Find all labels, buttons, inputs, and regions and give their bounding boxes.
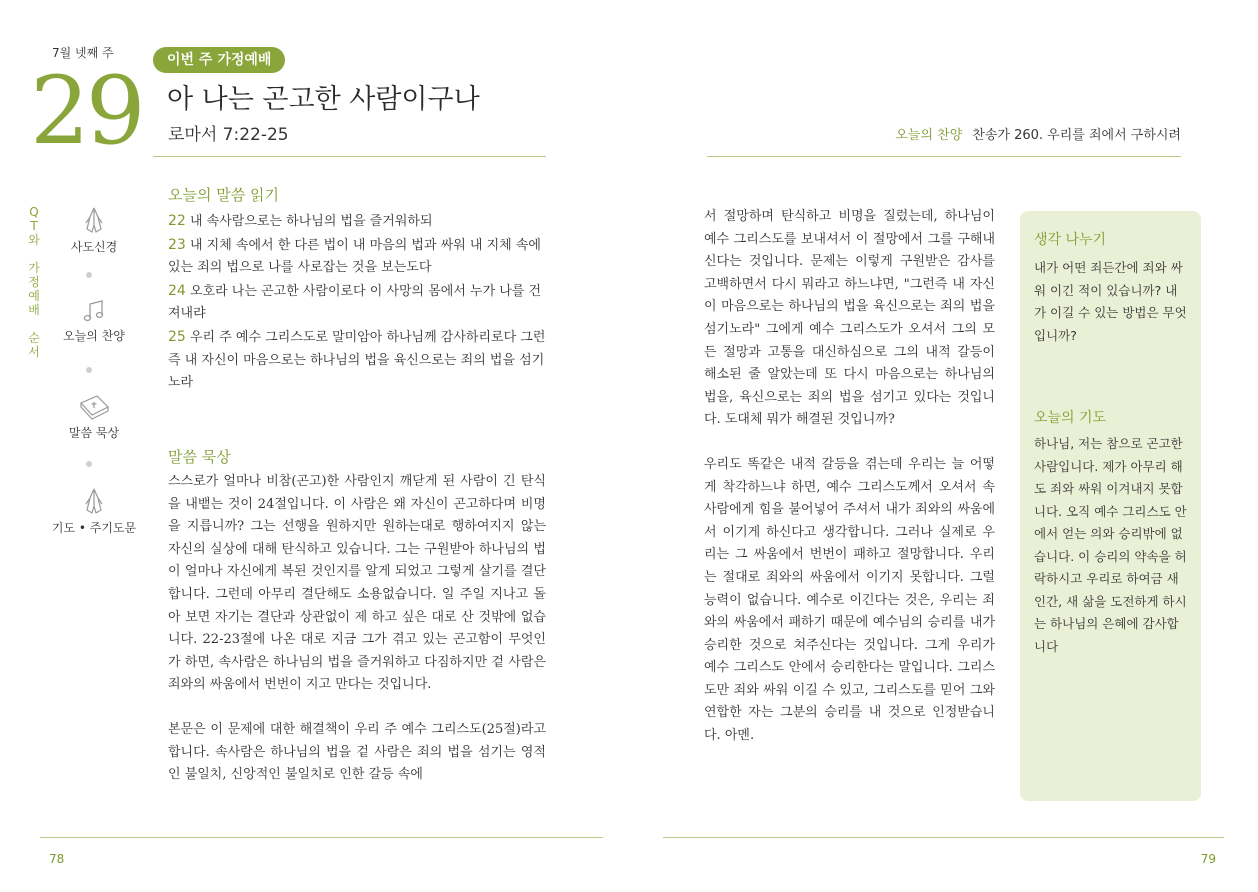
paragraph: 스스로가 얼마나 비참(곤고)한 사람인지 깨닫게 된 사람이 긴 탄식을 내뱉는 것이 24절입니다. 이 사람은 왜 자신이 곤고하다며 비명을 지릅니까? 그는 선행을 원하지만 원하는대로 행하여지지 않는 자신의 실상에 대해 탄식하고 있습니다. 그는 구원받아 하나님의 법이 얼마나 자신에게 복된 것인지를 알게 되었고 그렇게 살기를 결단합니다. 그런데 아무리 결단해도 소용없습니다. 일 주일 지나고 돌아 보면 자기는 결단과 상관없이 제 하고 싶은 대로 산 것밖에 없습니다. 22-23절에 나온 대로 지금 그가 겪고 있는 곤고함이 무엇인가 하면, 속사람은 하나님의 법을 즐거워하고 다짐하지만 겉 사람은 죄와의 싸움에서 번번이 지고 만다는 것입니다. (168, 474, 546, 693)
paragraph: 본문은 이 문제에 대한 해결책이 우리 주 예수 그리스도(25절)라고 합니다. 속사람은 하나님의 법을 겉 사람은 죄의 법을 섬기는 영적인 불일치, 신앙적인 불일치로 인한 갈등 속에 (168, 721, 546, 783)
hymn-label: 오늘의 찬양 (895, 128, 963, 143)
divider-dot (86, 272, 92, 278)
verse-number: 24 (168, 282, 186, 299)
week-label: 7월 넷째 주 (52, 46, 114, 60)
footer-rule-left (40, 837, 603, 838)
share-heading: 생각 나누기 (1034, 232, 1107, 248)
share-text: 내가 어떤 죄든간에 죄와 싸워 이긴 적이 있습니까? 내가 이길 수 있는 방법은 무엇입니까? (1034, 260, 1187, 343)
day-number: 29 (30, 57, 142, 166)
paragraph: 서 절망하며 탄식하고 비명을 질렀는데, 하나님이 예수 그리스도를 보내셔서 이 절망에서 그를 구해내신다는 것입니다. 문제는 이렇게 구원받은 감사를 고백하면서 다시 뭐라고 하느냐면, "그런즉 내 자신이 마음으로는 하나님의 법을 육신으로는 죄의 법을 섬기노라" 그에게 예수 그리스도가 오셔서 그의 모든 절망과 고통을 대신하심으로 그의 내적 갈등이 해소된 줄 알았는데 또 다시 마음으로는 하나님의 법을, 육신으로는 죄의 법을 섬기고 있다는 것입니다. 도대체 뭐가 해결된 것입니까? (704, 209, 995, 428)
praying-hands-icon (79, 205, 109, 235)
header-rule-right (707, 156, 1181, 157)
meditation-heading: 말씀 묵상 (168, 448, 231, 466)
hymn-line (895, 124, 1181, 143)
verse: 24 오호라 나는 곤고한 사람이로다 이 사망의 몸에서 누가 나를 건져내랴 (168, 282, 542, 322)
hymn-title: 찬송가 260. 우리를 죄에서 구하시려 (972, 128, 1181, 143)
praying-hands-icon (79, 486, 109, 516)
header-rule-left (153, 156, 546, 157)
verse-number: 23 (168, 236, 186, 253)
bible-icon (77, 393, 111, 421)
divider-dot (86, 461, 92, 467)
meditation-right-column (704, 206, 995, 748)
reading-heading: 오늘의 말씀 읽기 (168, 186, 279, 204)
sidebar-item-label: 말씀 묵상 (68, 426, 120, 440)
verse: 25 우리 주 예수 그리스도로 말미암아 하나님께 감사하리로다 그런즉 내 자신이 마음으로는 하나님의 법을 육신으로는 죄의 법을 섬기노라 (168, 328, 546, 391)
prayer-heading: 오늘의 기도 (1034, 410, 1107, 426)
verse-number: 22 (168, 213, 186, 229)
scripture-reference: 로마서 7:22-25 (168, 125, 289, 145)
sidebar-item-prayer (48, 486, 140, 536)
section-badge: 이번 주 가정예배 (153, 47, 285, 73)
prayer-text: 하나님, 저는 참으로 곤고한 사람입니다. 제가 아무리 해도 죄와 싸워 이겨내지 못합니다. 오직 예수 그리스도 안에서 얻는 의와 승리밖에 없습니다. 이 승리의 약속을 허락하시고 우리로 하여금 새 인간, 새 삶을 도전하게 하시는 하나님의 은혜에 감사합니다 (1034, 436, 1187, 654)
sidebar-item-meditation (48, 393, 140, 441)
verse-number: 25 (168, 328, 186, 345)
sidebar-item-label: 기도 • 주기도문 (51, 521, 137, 535)
verse: 23 내 지체 속에서 한 다른 법이 내 마음의 법과 싸워 내 지체 속에 있는 죄의 법으로 나를 사로잡는 것을 보는도다 (168, 236, 541, 276)
meditation-left-column (168, 471, 546, 787)
paragraph: 우리도 똑같은 내적 갈등을 겪는데 우리는 늘 어떻게 착각하느냐 하면, 예수 그리스도께서 오셔서 속사람에게 힘을 불어넣어 주셔서 내가 죄와의 싸움에서 이기게 하신다고 생각합니다. 그러나 실제로 우리는 그 싸움에서 번번이 패하고 절망합니다. 우리는 절대로 죄와의 싸움에서 이기지 못합니다. 그럴 능력이 없습니다. 예수로 이긴다는 것은, 우리는 죄와의 싸움에서 패하기 때문에 예수님의 승리를 내가 승리한 것으로 쳐주신다는 것입니다. 그게 우리가 예수 그리스도 안에서 승리한다는 말입니다. 그리스도만 죄와 싸워 이길 수 있고, 그리스도를 믿어 그와 연합한 자는 그분의 승리를 내 것으로 인정받습니다. 아멘. (704, 456, 995, 744)
verse: 22 내 속사람으로는 하나님의 법을 즐거워하되 (168, 213, 433, 229)
sidebar-item-hymn (48, 298, 140, 344)
divider-dot (86, 367, 92, 373)
page-title: 아 나는 곤고한 사람이구나 (167, 84, 480, 115)
footer-rule-right (663, 837, 1224, 838)
page-number-left: 78 (49, 852, 65, 866)
order-vertical-label: Q T 와 가 정 예 배 순 서 (28, 205, 40, 359)
sidebar-item-label: 사도신경 (70, 240, 118, 254)
music-note-icon (81, 298, 107, 324)
page-number-right: 79 (1200, 852, 1216, 866)
verse-list (168, 210, 546, 395)
sidebar-item-label: 오늘의 찬양 (63, 329, 125, 343)
sidebar-item-creed (48, 205, 140, 255)
